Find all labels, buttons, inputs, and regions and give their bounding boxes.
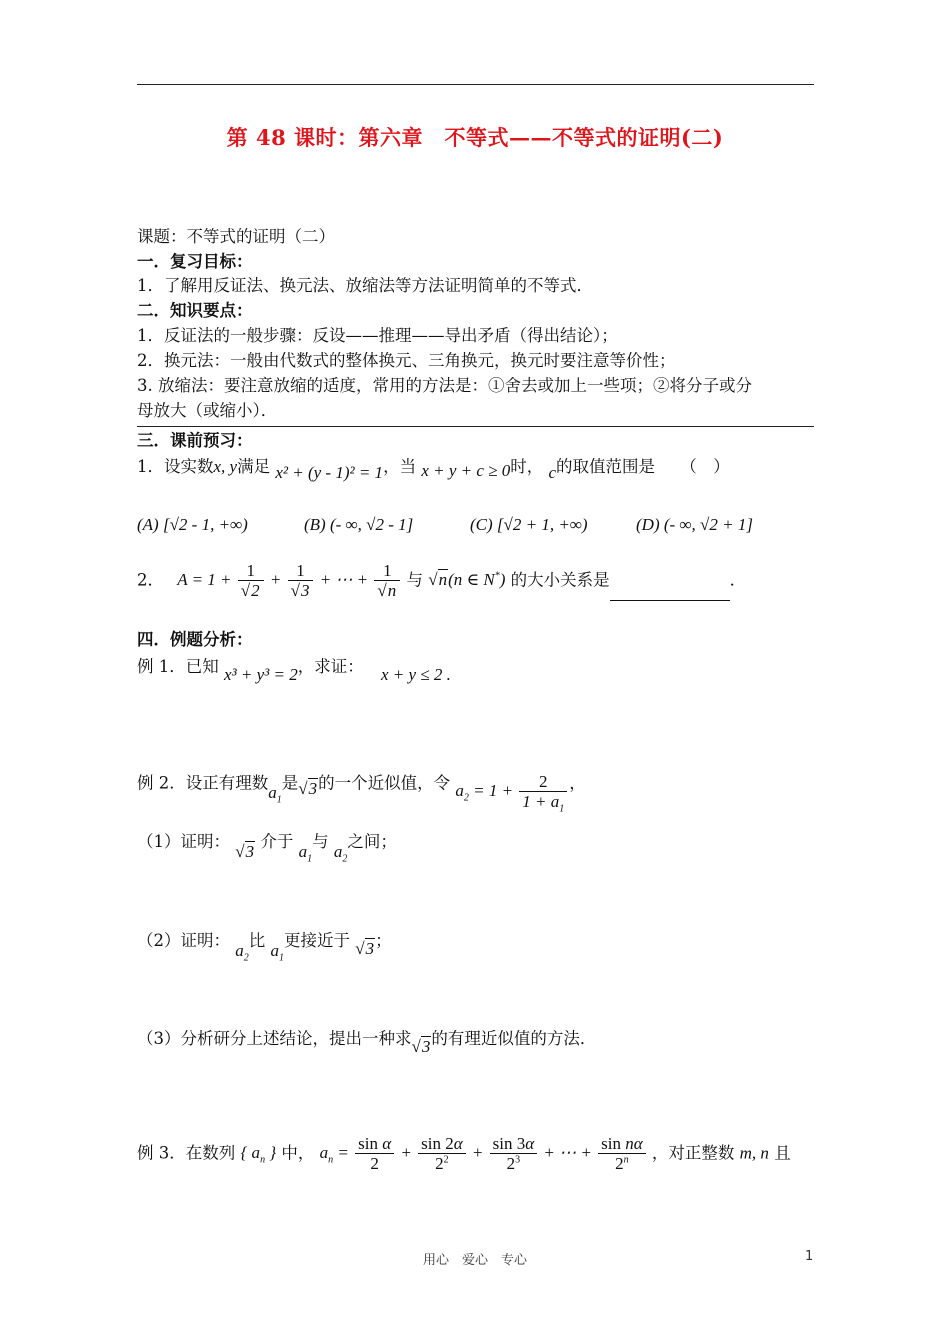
q1-var-c: c xyxy=(548,463,557,482)
ex2-mid1: 是 xyxy=(281,773,299,793)
ex1-mid: ，求证： xyxy=(297,657,364,676)
answer-paren: （ ） xyxy=(680,457,730,476)
page-footer: 用心 爱心 专心 xyxy=(422,1253,527,1268)
q1-tail: 的取值范围是 xyxy=(556,457,656,476)
q1-condition: x + y + c ≥ 0 xyxy=(421,461,511,480)
review-goal-item: 1．了解用反证法、换元法、放缩法等方法证明简单的不等式． xyxy=(137,276,593,295)
option-a: (A) [√2 - 1, +∞) xyxy=(137,515,248,534)
ex2-p1-a1: $a_1$ xyxy=(298,842,313,865)
option-b: (B) (- ∞, √2 - 1] xyxy=(304,515,414,534)
preview-question-2 xyxy=(137,562,746,601)
header-rule xyxy=(137,84,814,85)
ex2-p2-d: ； xyxy=(375,931,392,950)
section-divider xyxy=(137,426,814,427)
q2-prefix: 2． xyxy=(137,570,164,590)
ex2-tail: ， xyxy=(569,773,586,793)
ex3-tail: ，对正整数 xyxy=(651,1143,735,1163)
ex2-p1-c: 与 xyxy=(312,832,329,851)
example-2 xyxy=(137,765,586,815)
example-3 xyxy=(137,1135,791,1174)
ex2-p3-a: （3）分析研分上述结论，提出一种求 xyxy=(137,1029,412,1048)
ex2-a2-formula: $a_2 = 1$ + $\frac{2}{1 + a_1}$ xyxy=(455,781,569,800)
ex2-p3-b: 的有理近似值的方法． xyxy=(431,1029,597,1048)
ex3-mid: 中， xyxy=(281,1143,315,1163)
example-2-part-3 xyxy=(137,1028,597,1056)
topic-line: 课题：不等式的证明（二） xyxy=(137,227,335,246)
q1-vars: x, y xyxy=(213,457,238,476)
ex1-prefix: 例 1．已知 xyxy=(137,657,219,676)
q1-mid2: ，当 xyxy=(383,457,417,476)
page-number: 1 xyxy=(805,1249,814,1264)
ex2-p1-a: （1）证明： xyxy=(137,832,230,851)
section-examples: 四．例题分析： xyxy=(137,630,253,649)
ex2-mid2: 的一个近似值，令 xyxy=(318,773,451,793)
key-point-item: 2．换元法：一般由代数式的整体换元、三角换元，换元时要注意等价性； xyxy=(137,351,676,370)
ex2-p2-sqrt3: √3 xyxy=(355,939,375,958)
ex1-goal: x + y ≤ 2 . xyxy=(380,665,451,684)
option-d: (D) (- ∞, √2 + 1] xyxy=(636,515,753,534)
ex2-p2-a: （2）证明： xyxy=(137,931,230,950)
ex2-p1-a2: $a_2$ xyxy=(333,842,348,865)
ex2-prefix: 例 2．设正有理数 xyxy=(137,773,269,793)
section-preview: 三．课前预习： xyxy=(137,431,253,450)
example-1 xyxy=(137,656,451,684)
ex1-equation: x³ + y³ = 2 xyxy=(224,665,298,684)
ex2-p2-a1: $a_1$ xyxy=(270,941,284,964)
ex2-p2-b: 比 xyxy=(248,931,266,950)
q1-mid3: 时， xyxy=(510,457,544,476)
ex2-p2-c: 更接近于 xyxy=(284,931,350,950)
example-2-part-1 xyxy=(137,831,397,865)
option-c: (C) [√2 + 1, +∞) xyxy=(470,515,588,534)
ex2-sqrt3: √3 xyxy=(298,779,318,799)
ex3-vars: m, n xyxy=(739,1143,769,1163)
q2-sum-expression: A = 1 + $\frac{1}{√2}$ + $\frac{1}{√3}$ + ⋯ + $\frac{1}{√n}$ xyxy=(177,570,406,589)
example-2-part-2 xyxy=(137,930,392,964)
answer-blank[interactable] xyxy=(610,584,730,601)
ex3-an-formula: $a_n$ = $\frac{\text{sin α}}{2}$ + $\frac{\sin 2\alpha}{2^2}$ + $\frac{\sin 3\alpha}{2^3}$ + ⋯ + $\frac{\text{sin nα}}{2^n}$ xyxy=(320,1143,652,1162)
ex3-prefix: 例 3．在数列 xyxy=(137,1143,236,1163)
section-review-goals: 一．复习目标： xyxy=(137,252,253,271)
ex2-p2-a2: $a_2$ xyxy=(235,941,249,964)
q1-prefix: 1．设实数 xyxy=(137,457,214,476)
q2-sqrt-n: √n(n ∈ N*) xyxy=(428,570,506,590)
key-point-item: 母放大（或缩小）． xyxy=(137,401,278,420)
ex2-a1: $a_1$ xyxy=(268,783,282,806)
ex2-p3-sqrt3: √3 xyxy=(411,1037,431,1056)
ex3-end: 且 xyxy=(774,1143,791,1163)
section-key-points: 二．知识要点： xyxy=(137,301,253,320)
ex3-sequence: { $a_n$ } xyxy=(240,1143,277,1166)
q2-tail: 的大小关系是 xyxy=(510,570,610,590)
q1-equation: x² + (y - 1)² = 1 xyxy=(275,463,384,482)
q2-mid: 与 xyxy=(406,570,423,590)
key-point-item: 1．反证法的一般步骤：反设——推理——导出矛盾（得出结论）； xyxy=(137,326,618,345)
q1-mid1: 满足 xyxy=(237,457,271,476)
key-point-item: 3. 放缩法：要注意放缩的适度，常用的方法是：①舍去或加上一些项；②将分子或分 xyxy=(137,376,752,395)
ex2-p1-sqrt3: √3 xyxy=(235,842,255,861)
q2-end: ． xyxy=(729,570,747,590)
ex2-p1-d: 之间； xyxy=(347,832,397,851)
preview-question-1 xyxy=(137,456,730,482)
ex2-p1-b: 介于 xyxy=(260,832,294,851)
page-title: 第 48 课时：第六章 不等式——不等式的证明(二) xyxy=(226,125,724,150)
